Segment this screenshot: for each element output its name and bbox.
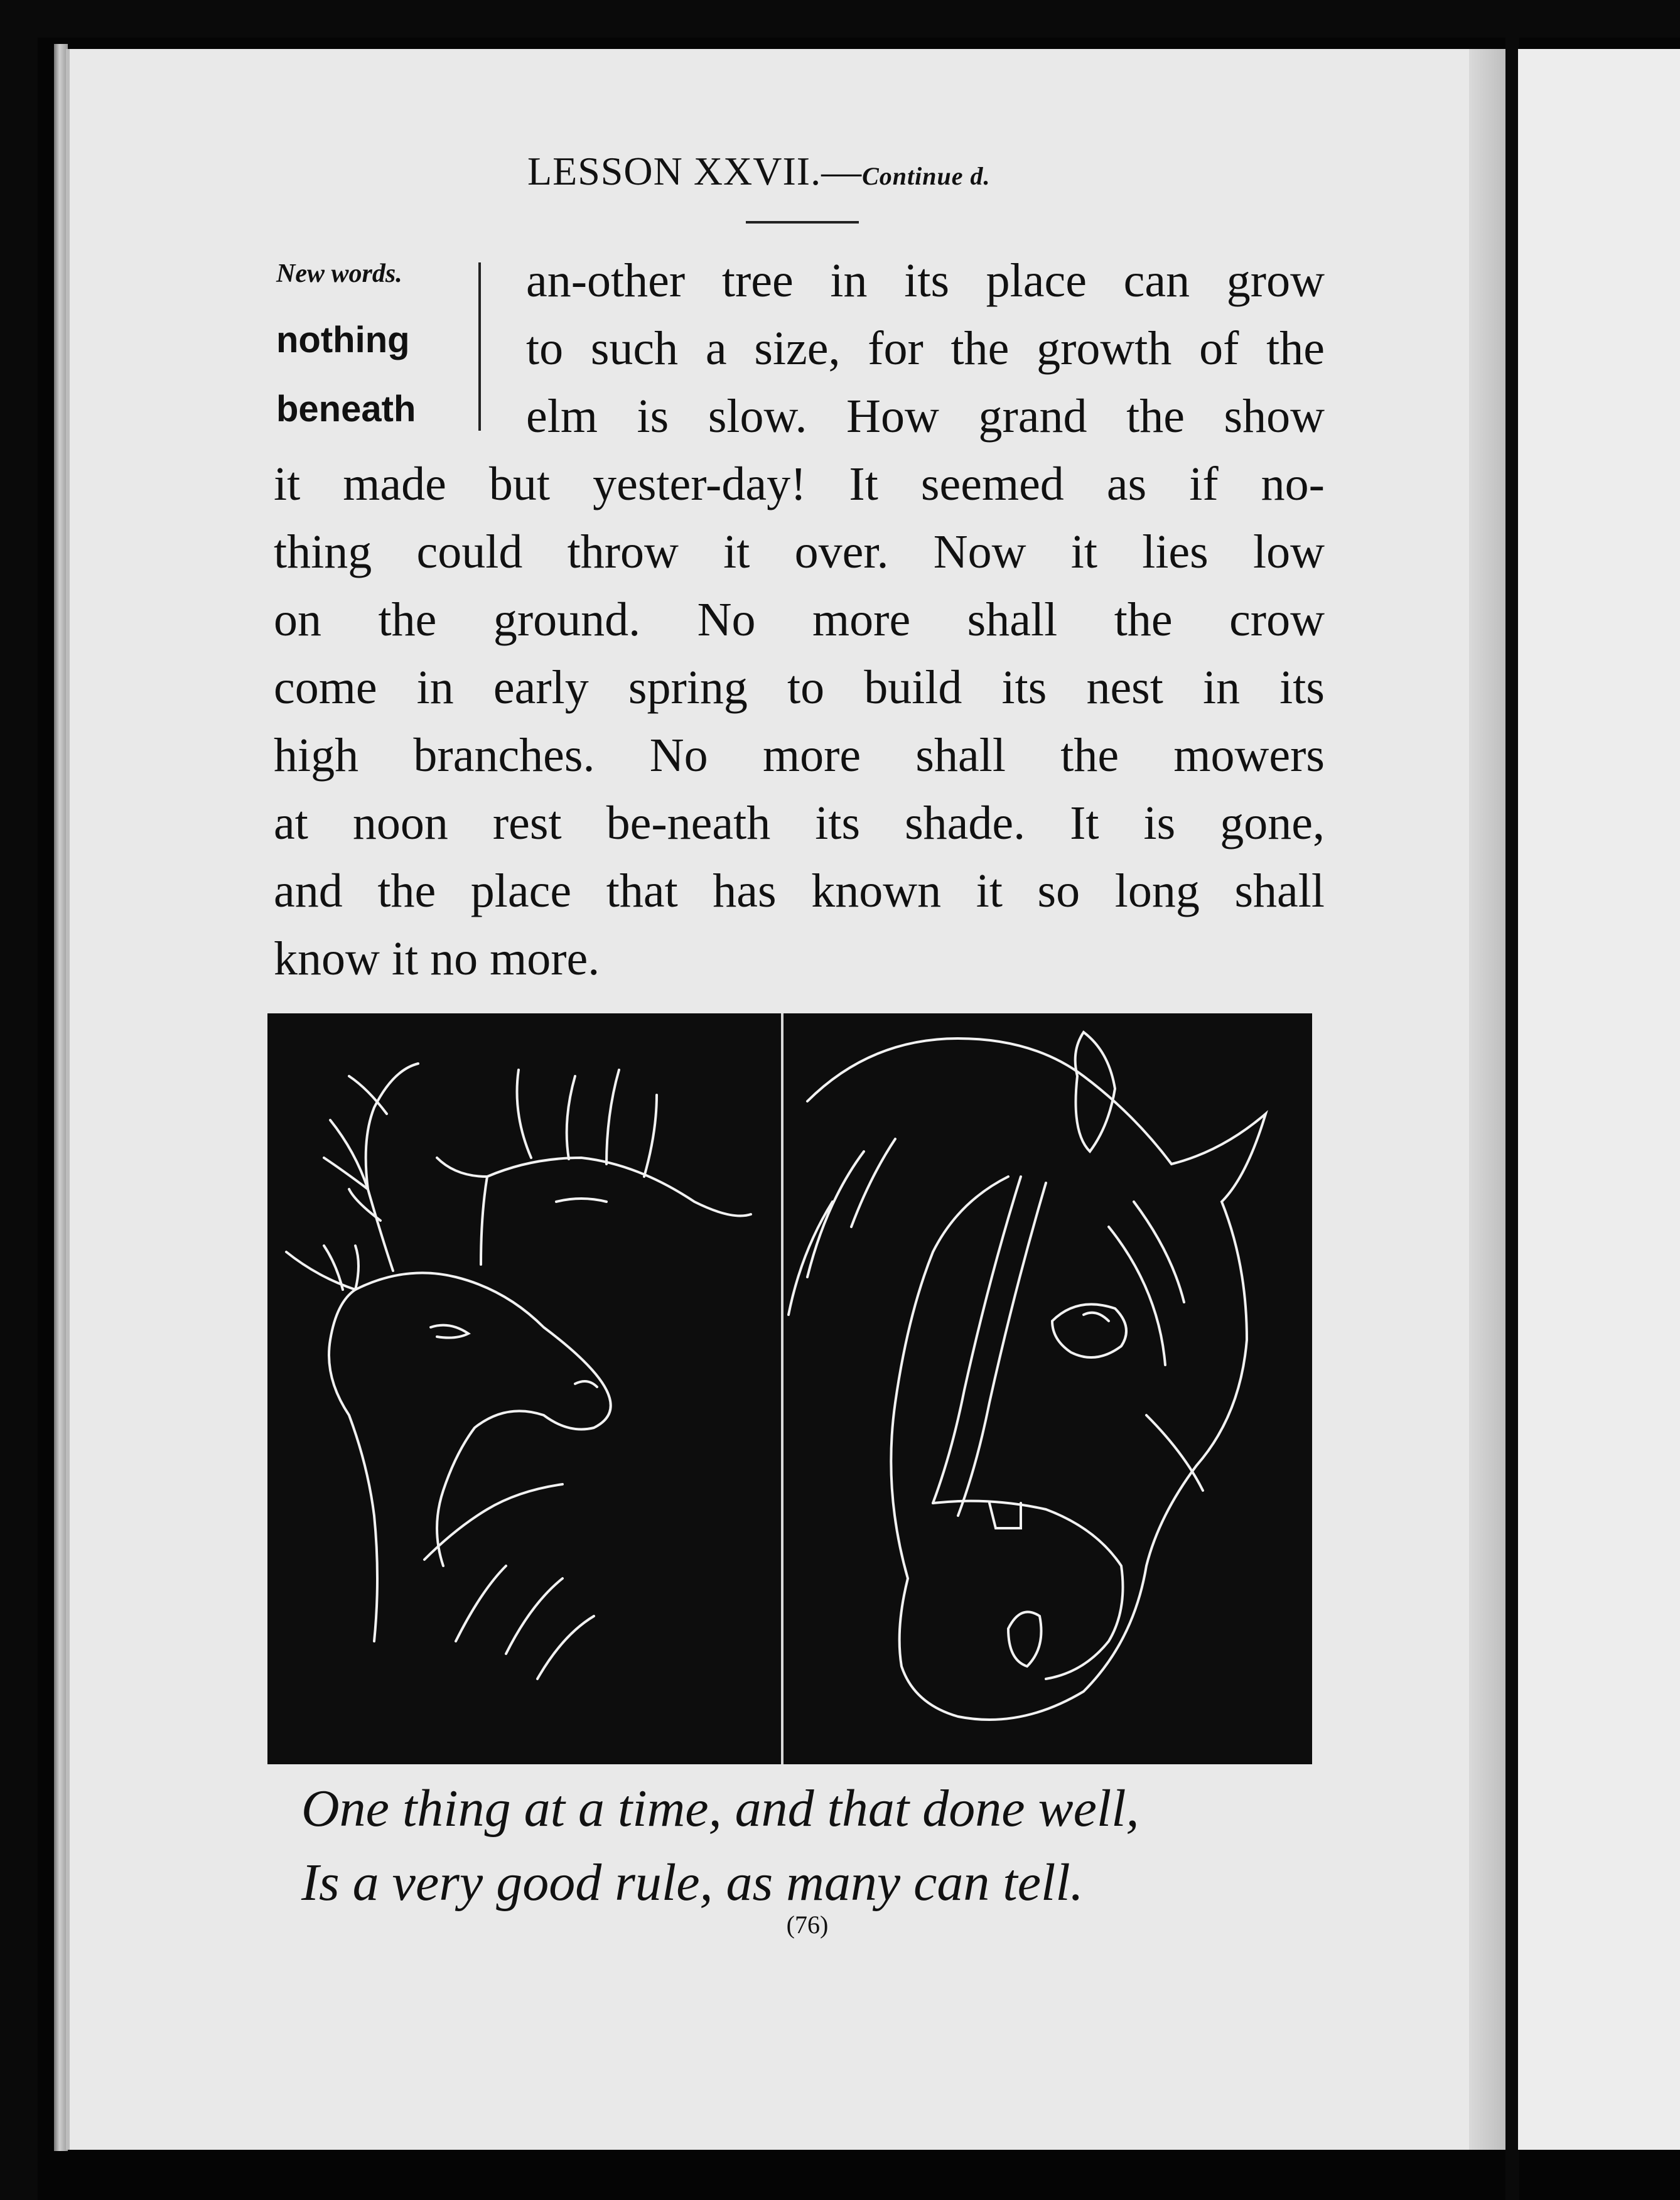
body-line: on the ground. No more shall the crow: [274, 593, 1325, 646]
caption-line-2: Is a very good rule, as many can tell.: [301, 1853, 1084, 1912]
body-line: and the place that has known it so long shall: [274, 865, 1325, 917]
body-line: high branches. No more shall the mowers: [274, 729, 1325, 782]
illustration-drawing: [267, 1013, 1312, 1764]
stag-head-icon: [286, 1064, 751, 1679]
body-line: come in early spring to build its nest in its: [274, 661, 1325, 714]
right-page: [1518, 49, 1680, 2150]
body-line: at noon rest be-neath its shade. It is gone,: [274, 797, 1325, 849]
new-word-2: beneath: [276, 389, 416, 429]
illustration: [267, 1013, 1312, 1764]
caption-line-1: One thing at a time, and that done well,: [301, 1779, 1139, 1838]
page-number: (76): [786, 1911, 829, 1939]
new-word-1: nothing: [276, 320, 410, 360]
horse-head-icon: [789, 1032, 1266, 1720]
gutter: [1469, 49, 1509, 2150]
body-line: elm is slow. How grand the show: [526, 390, 1325, 443]
title-rule: [746, 221, 859, 224]
body-line: know it no more.: [274, 932, 600, 985]
new-words-heading: New words.: [276, 259, 402, 288]
continued-label: Continue d.: [862, 162, 991, 190]
binding: [1505, 38, 1519, 2200]
sidebar-divider: [478, 262, 481, 431]
lesson-title: [527, 148, 1155, 195]
body-line: thing could throw it over. Now it lies low: [274, 526, 1325, 578]
body-line: an-other tree in its place can grow: [526, 254, 1325, 307]
lesson-heading: LESSON XXVII.—: [527, 149, 863, 193]
body-line: to such a size, for the growth of the: [526, 322, 1325, 375]
body-line: it made but yester-day! It seemed as if no-: [274, 458, 1325, 510]
